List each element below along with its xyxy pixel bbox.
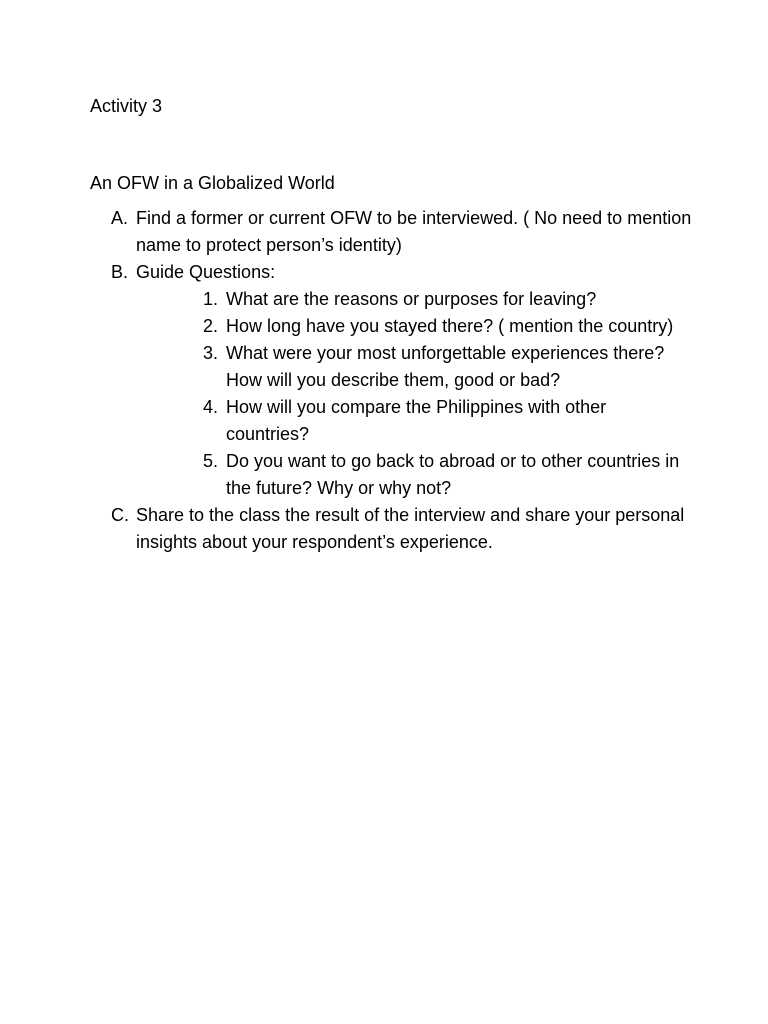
instruction-text: Share to the class the result of the interview and share your personal insights about your respondent’s experience. [136,505,685,552]
instruction-item-a [90,205,730,259]
question-number: 5. [203,451,219,471]
question-number: 3. [203,343,219,363]
question-text: How long have you stayed there? ( mention the country) [226,316,674,336]
question-text: Do you want to go back to abroad or to other countries in the future? Why or why not? [226,451,680,498]
document-title: An OFW in a Globalized World [90,173,335,193]
activity-label: Activity 3 [90,96,163,116]
guide-questions-list [203,286,683,502]
instruction-marker: B. [111,262,129,282]
guide-question-1 [203,286,683,313]
guide-question-3 [203,340,683,394]
question-text: How will you compare the Philippines with other countries? [226,397,607,444]
instruction-marker: C. [111,505,129,525]
question-number: 2. [203,316,219,336]
guide-question-5 [203,448,683,502]
instruction-item-c [90,502,730,556]
guide-question-4 [203,394,683,448]
question-number: 4. [203,397,219,417]
instruction-text: Find a former or current OFW to be interviewed. ( No need to mention name to protect person’s identity) [136,208,692,255]
instruction-marker: A. [111,208,129,228]
guide-question-2 [203,313,683,340]
instruction-list [90,205,730,556]
question-text: What are the reasons or purposes for leaving? [226,289,597,309]
question-text: What were your most unforgettable experiences there? How will you describe them, good or bad? [226,343,665,390]
instruction-text: Guide Questions: [136,262,276,282]
question-number: 1. [203,289,219,309]
instruction-item-b [90,259,730,502]
